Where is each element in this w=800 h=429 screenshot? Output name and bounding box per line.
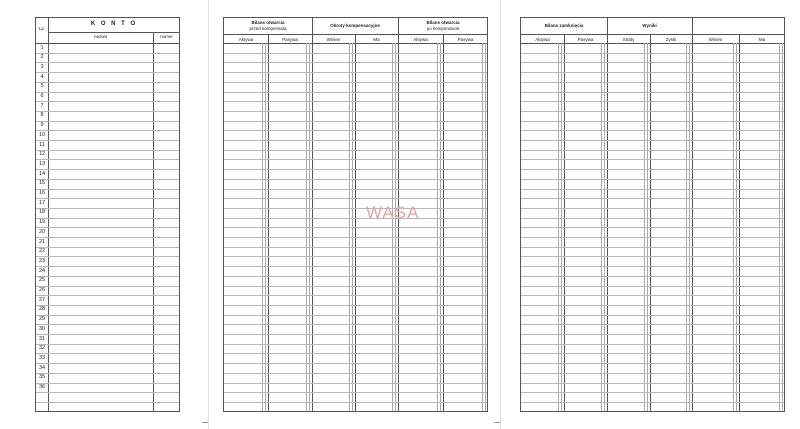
- group-header-1: [521, 23, 607, 29]
- row-divider: [224, 111, 487, 112]
- row-number: 6: [40, 93, 44, 99]
- group-title: Bilans zamknięcia: [544, 23, 584, 28]
- row-divider: [36, 189, 179, 190]
- row-divider: [224, 101, 487, 102]
- group-title: Wyniki: [642, 23, 657, 28]
- row-number: 1: [40, 44, 44, 51]
- row-number: 25: [38, 277, 46, 284]
- column-header: Winien: [326, 37, 341, 42]
- row-divider: [521, 140, 784, 141]
- header-divider: [36, 43, 179, 44]
- row-divider: [224, 344, 487, 345]
- row-divider: [521, 237, 784, 238]
- row-number: 33: [38, 354, 46, 361]
- row-number: 24: [38, 267, 46, 274]
- row-divider: [36, 179, 179, 180]
- column-divider: [153, 32, 154, 412]
- row-divider: [224, 189, 487, 190]
- row-divider: [36, 392, 179, 393]
- row-number: 20: [38, 228, 46, 235]
- group-header-1: [224, 20, 312, 31]
- row-divider: [224, 62, 487, 63]
- column-header: Ma: [758, 37, 766, 42]
- row-divider: [36, 82, 179, 83]
- row-number: 17: [38, 199, 46, 206]
- row-divider: [224, 82, 487, 83]
- column-header: Zyski: [665, 37, 677, 42]
- row-divider: [36, 334, 179, 335]
- row-divider: [521, 179, 784, 180]
- row-divider: [521, 82, 784, 83]
- row-divider: [521, 353, 784, 354]
- row-divider: [224, 402, 487, 403]
- row-divider: [521, 198, 784, 199]
- row-number: 14: [38, 170, 46, 177]
- row-divider: [224, 53, 487, 54]
- fold-line: [208, 0, 209, 429]
- row-divider: [521, 130, 784, 131]
- row-divider: [224, 92, 487, 93]
- group-header-2: [312, 23, 398, 29]
- row-divider: [224, 334, 487, 335]
- row-divider: [36, 344, 179, 345]
- row-divider: [224, 383, 487, 384]
- row-divider: [224, 72, 487, 73]
- row-divider: [224, 227, 487, 228]
- row-divider: [224, 237, 487, 238]
- group-title: Obroty kompensacyjne: [330, 23, 380, 28]
- column-header: Ma: [373, 37, 380, 42]
- row-number: 31: [38, 335, 46, 342]
- row-divider: [224, 373, 487, 374]
- row-divider: [224, 247, 487, 248]
- row-divider: [521, 305, 784, 306]
- row-divider: [224, 324, 487, 325]
- row-number: 3: [40, 63, 44, 70]
- row-divider: [36, 266, 179, 267]
- row-divider: [36, 315, 179, 316]
- row-divider: [36, 62, 179, 63]
- row-number: 22: [38, 248, 46, 255]
- row-divider: [36, 111, 179, 112]
- row-number: 10: [38, 131, 46, 138]
- row-divider: [36, 159, 179, 160]
- row-divider: [224, 256, 487, 257]
- crop-mark: [202, 422, 208, 423]
- row-divider: [521, 101, 784, 102]
- row-divider: [36, 305, 179, 306]
- row-number: 35: [38, 374, 46, 381]
- group-header-2: [607, 23, 692, 29]
- row-divider: [36, 92, 179, 93]
- row-divider: [224, 353, 487, 354]
- row-number: 23: [38, 257, 46, 264]
- column-header: Winien: [708, 37, 723, 42]
- row-number: 4: [40, 73, 44, 80]
- row-divider: [36, 276, 179, 277]
- row-divider: [36, 383, 179, 384]
- row-divider: [36, 101, 179, 102]
- column-header: Straty: [622, 37, 635, 42]
- row-number: 18: [38, 209, 46, 216]
- closing-balance-table: [520, 17, 785, 412]
- group-title: Bilans otwarcia: [426, 20, 460, 25]
- row-divider: [36, 53, 179, 54]
- row-number: 28: [38, 306, 46, 313]
- group-subtitle: przed kompensatą: [249, 25, 287, 31]
- row-divider: [36, 218, 179, 219]
- row-divider: [224, 130, 487, 131]
- row-divider: [36, 130, 179, 131]
- column-header: Aktywa: [238, 37, 254, 42]
- row-divider: [521, 111, 784, 112]
- row-divider: [224, 159, 487, 160]
- row-divider: [224, 363, 487, 364]
- row-divider: [36, 286, 179, 287]
- row-divider: [36, 295, 179, 296]
- row-divider: [36, 402, 179, 403]
- row-divider: [36, 373, 179, 374]
- row-number: 29: [38, 316, 46, 323]
- row-divider: [521, 344, 784, 345]
- row-divider: [521, 218, 784, 219]
- row-divider: [521, 363, 784, 364]
- row-divider: [36, 150, 179, 151]
- row-divider: [521, 334, 784, 335]
- row-divider: [521, 402, 784, 403]
- row-number: 34: [38, 364, 46, 371]
- row-divider: [36, 247, 179, 248]
- row-divider: [36, 353, 179, 354]
- row-number: 30: [38, 325, 46, 332]
- row-divider: [224, 315, 487, 316]
- column-header: Pasywa: [457, 37, 474, 42]
- group-title: Bilans otwarcia: [251, 20, 285, 25]
- row-number: 16: [38, 190, 46, 196]
- row-divider: [224, 286, 487, 287]
- watermark: WASA: [366, 203, 420, 222]
- row-divider: [224, 218, 487, 219]
- row-divider: [521, 72, 784, 73]
- row-divider: [521, 208, 784, 209]
- row-number: 13: [38, 160, 46, 167]
- row-divider: [36, 169, 179, 170]
- row-divider: [521, 276, 784, 277]
- row-divider: [521, 92, 784, 93]
- row-divider: [521, 373, 784, 374]
- header-divider: [521, 34, 784, 35]
- row-number: 19: [38, 219, 46, 226]
- row-divider: [224, 208, 487, 209]
- row-number: 7: [40, 102, 44, 109]
- row-divider: [521, 256, 784, 257]
- row-divider: [36, 237, 179, 238]
- row-divider: [224, 276, 487, 277]
- row-number: 2: [40, 54, 44, 61]
- row-divider: [224, 169, 487, 170]
- number-column-header: numer: [160, 34, 173, 39]
- row-divider: [36, 140, 179, 141]
- row-divider: [224, 295, 487, 296]
- row-number: 21: [38, 238, 46, 245]
- row-divider: [521, 295, 784, 296]
- row-divider: [224, 179, 487, 180]
- row-number: 36: [38, 384, 46, 390]
- row-divider: [521, 315, 784, 316]
- group-subtitle: po kompensacie: [426, 25, 460, 31]
- row-divider: [36, 324, 179, 325]
- column-header: Aktywa: [535, 37, 550, 42]
- row-divider: [521, 392, 784, 393]
- row-number: 11: [39, 141, 45, 148]
- opening-balance-table: [223, 17, 488, 412]
- row-divider: [224, 392, 487, 393]
- row-divider: [224, 121, 487, 122]
- row-divider: [521, 227, 784, 228]
- row-divider: [36, 208, 179, 209]
- account-table: [35, 17, 180, 412]
- row-divider: [521, 53, 784, 54]
- row-divider: [521, 383, 784, 384]
- row-number: 27: [38, 296, 46, 303]
- row-divider: [521, 169, 784, 170]
- row-divider: [36, 256, 179, 257]
- column-header: Aktywa: [413, 37, 428, 42]
- lp-header: Lp.: [38, 26, 46, 31]
- row-divider: [224, 150, 487, 151]
- row-number: 9: [40, 122, 44, 129]
- row-number: 12: [38, 151, 46, 158]
- row-divider: [521, 62, 784, 63]
- row-divider: [521, 159, 784, 160]
- row-number: 32: [38, 345, 46, 352]
- row-divider: [521, 286, 784, 287]
- name-column-header: nazwa: [93, 34, 107, 39]
- header-divider: [48, 32, 179, 33]
- row-number: 8: [40, 112, 44, 119]
- crop-mark: [494, 422, 500, 423]
- row-divider: [36, 72, 179, 73]
- row-divider: [224, 305, 487, 306]
- row-divider: [36, 363, 179, 364]
- row-divider: [224, 266, 487, 267]
- fold-line: [500, 0, 501, 429]
- row-divider: [521, 189, 784, 190]
- row-divider: [521, 150, 784, 151]
- row-divider: [521, 324, 784, 325]
- row-divider: [36, 227, 179, 228]
- row-divider: [521, 247, 784, 248]
- row-divider: [521, 121, 784, 122]
- row-divider: [224, 198, 487, 199]
- row-divider: [224, 140, 487, 141]
- column-header: Pasywa: [577, 37, 594, 42]
- row-divider: [36, 198, 179, 199]
- group-header-3: [398, 20, 488, 31]
- konto-title: K O N T O: [90, 21, 138, 27]
- row-number: 15: [38, 180, 46, 187]
- row-number: 26: [38, 287, 46, 293]
- row-number: 5: [40, 83, 44, 90]
- row-divider: [36, 121, 179, 122]
- column-header: Pasywa: [282, 37, 298, 42]
- row-divider: [521, 266, 784, 267]
